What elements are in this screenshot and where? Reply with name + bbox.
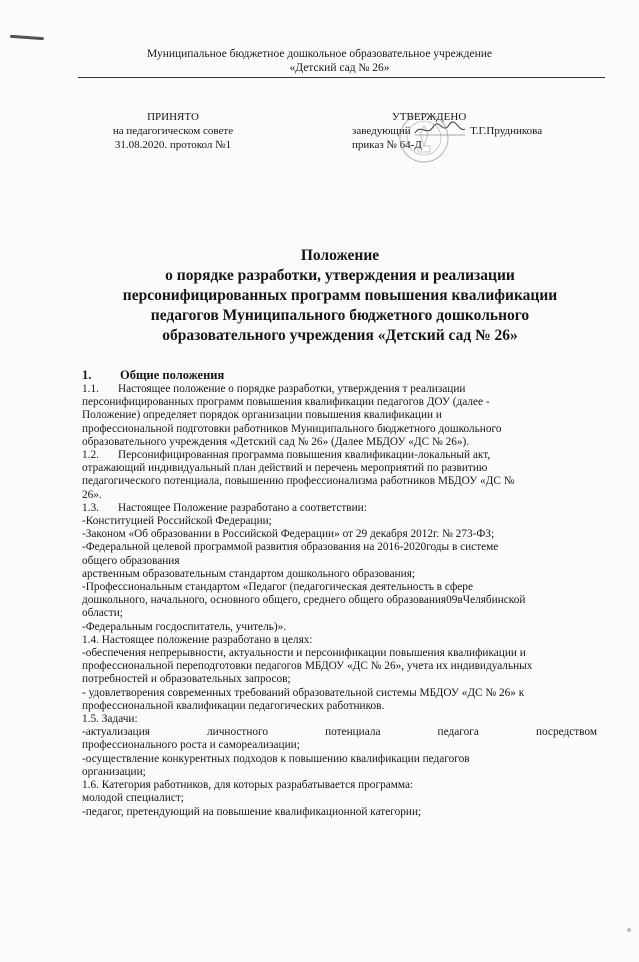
- paragraph-line: педагогического потенциала, повышению профессионализма работников МБДОУ «ДС №: [82, 475, 515, 488]
- list-item: потребностей и образовательных запросов;: [82, 673, 291, 686]
- paragraph-text: Настоящее положение о порядке разработки, утверждения т реализации: [118, 383, 466, 395]
- section-heading: [82, 368, 597, 383]
- paragraph-line: образовательного учреждения «Детский сад № 26» (Далее МБДОУ «ДС № 26»).: [82, 435, 470, 448]
- title-line: образовательного учреждения «Детский сад № 26»: [162, 327, 518, 344]
- list-item: профессиональной квалификации педагогических работников.: [82, 699, 385, 712]
- list-item: -актуализация личностного потенциала педагога посредством: [82, 726, 597, 739]
- paragraph-line: [82, 383, 597, 396]
- approved-position: заведующий: [352, 125, 411, 137]
- title-line: о порядке разработки, утверждения и реализации: [165, 267, 515, 284]
- list-item: -Конституцией Российской Федерации;: [82, 515, 272, 528]
- approval-approved-block: [352, 110, 612, 152]
- stamp-icon: [398, 112, 450, 164]
- list-item: -обеспечения непрерывности, актуальности и персонификации повышения квалификации и: [82, 647, 526, 660]
- paragraph-line: 1.5. Задачи:: [82, 713, 138, 726]
- org-name-line1: Муниципальное бюджетное дошкольное образовательное учреждение: [147, 48, 492, 60]
- title-line: Положение: [300, 247, 380, 264]
- list-item: арственным образовательным стандартом дошкольного образования;: [82, 567, 416, 580]
- approved-name: Т.Г.Прудникова: [470, 125, 543, 137]
- accepted-line1: на педагогическом совете: [112, 125, 234, 137]
- header-divider: [78, 77, 605, 78]
- list-item: -Федеральным госдоспитатель, учитель)».: [82, 620, 287, 633]
- paragraph-number: 1.1.: [82, 383, 99, 395]
- paragraph-line: персонифицированных программ повышения квалификации педагогов ДОУ (далее -: [82, 396, 490, 409]
- list-item: профессиональной переподготовки педагогов МБДОУ «ДС № 26», учета их индивидуальных: [82, 660, 533, 673]
- section-title: Общие положения: [120, 368, 225, 382]
- paragraph-number: 1.3.: [82, 501, 99, 514]
- paragraph-line: [82, 502, 597, 515]
- paragraph-line: 1.6. Категория работников, для которых разрабатывается программа:: [82, 779, 414, 792]
- section-number: 1.: [82, 368, 92, 382]
- list-item: -Законом «Об образовании в Российской Федерации» от 29 декабря 2012г. № 273-ФЗ;: [82, 528, 495, 541]
- approved-heading: УТВЕРЖДЕНО: [392, 111, 467, 123]
- scan-speck: [627, 928, 631, 932]
- paragraph-number: 1.2.: [82, 449, 99, 462]
- approval-accepted-block: [98, 110, 248, 152]
- document-header: [0, 47, 639, 75]
- list-item: организации;: [82, 765, 146, 778]
- list-item: -педагог, претендующий на повышение квалификационной категории;: [82, 805, 422, 818]
- paragraph-text: Настоящее Положение разработано а соответствии:: [118, 501, 367, 514]
- list-item: области;: [82, 607, 123, 620]
- paragraph-line: 1.4. Настоящее положение разработано в целях:: [82, 633, 313, 646]
- paragraph-line: Положение) определяет порядок организации повышения квалификации и: [82, 409, 442, 422]
- accepted-heading: ПРИНЯТО: [147, 111, 199, 123]
- paragraph-line: отражающий индивидуальный план действий и перечень мероприятий по развитию: [82, 462, 488, 475]
- list-item: -Профессиональным стандартом «Педагог (педагогическая деятельность в сфере: [82, 581, 473, 594]
- document-body: [82, 368, 597, 819]
- pen-mark: [10, 35, 44, 40]
- paragraph-line: 26».: [82, 488, 102, 501]
- approved-order: приказ № 64-Д: [352, 139, 422, 151]
- list-item: -осуществление конкурентных подходов к повышению квалификации педагогов: [82, 752, 470, 765]
- document-title: [40, 246, 639, 346]
- list-item: -Федеральной целевой программой развития образования на 2016-2020годы в системе: [82, 541, 499, 554]
- paragraph-line: [82, 449, 597, 462]
- paragraph-line: профессиональной подготовки работников Муниципального бюджетного дошкольного: [82, 422, 502, 435]
- paragraph-text: Персонифицированная программа повышения квалификации-локальный акт,: [118, 449, 491, 462]
- list-item: общего образования: [82, 554, 180, 567]
- title-line: персонифицированных программ повышения квалификации: [122, 287, 558, 304]
- list-item: дошкольного, начального, основного общего, среднего общего образования09вЧелябинской: [82, 594, 526, 607]
- list-item: профессионального роста и самореализации;: [82, 739, 300, 752]
- accepted-line2: 31.08.2020. протокол №1: [114, 139, 232, 151]
- org-name-line2: «Детский сад № 26»: [289, 62, 390, 74]
- list-item: молодой специалист;: [82, 792, 184, 805]
- title-line: педагогов Муниципального бюджетного дошкольного: [150, 307, 530, 324]
- list-item: - удовлетворения современных требований образовательной системы МБДОУ «ДС № 26» к: [82, 686, 525, 699]
